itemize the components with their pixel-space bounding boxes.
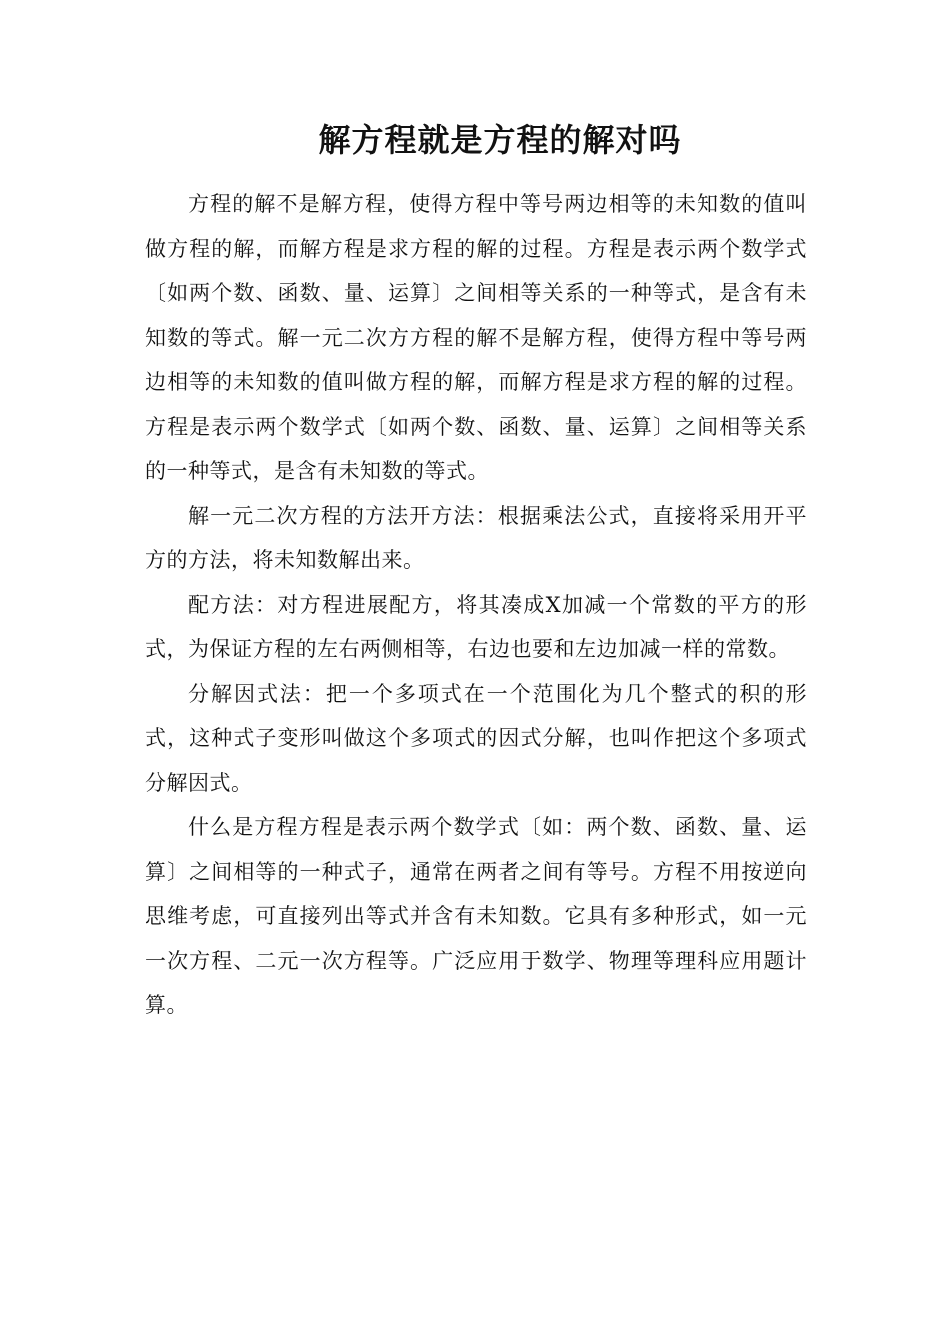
paragraph-1: 方程的解不是解方程，使得方程中等号两边相等的未知数的值叫做方程的解，而解方程是求方程的解的过程。方程是表示两个数学式〔如两个数、函数、量、运算〕之间相等关系的一种等式，是含有未知数的等式。解一元二次方方程的解不是解方程，使得方程中等号两边相等的未知数的值叫做方程的解，而解方程是求方程的解的过程。方程是表示两个数学式〔如两个数、函数、量、运算〕之间相等关系的一种等式，是含有未知数的等式。: [145, 192, 807, 483]
paragraph-5: 什么是方程方程是表示两个数学式〔如：两个数、函数、量、运算〕之间相等的一种式子，通常在两者之间有等号。方程不用按逆向思维考虑，可直接列出等式并含有未知数。它具有多种形式，如一元一次方程、二元一次方程等。广泛应用于数学、物理等理科应用题计算。: [145, 815, 807, 1017]
document-body: [145, 182, 807, 1028]
paragraph-4: 分解因式法：把一个多项式在一个范围化为几个整式的积的形式，这种式子变形叫做这个多项式的因式分解，也叫作把这个多项式分解因式。: [145, 681, 807, 795]
paragraph-3: 配方法：对方程进展配方，将其凑成X加减一个常数的平方的形式，为保证方程的左右两侧相等，右边也要和左边加减一样的常数。: [145, 592, 807, 661]
paragraph-2: 解一元二次方程的方法开方法：根据乘法公式，直接将采用开平方的方法，将未知数解出来。: [145, 503, 807, 572]
document-title: 解方程就是方程的解对吗: [318, 121, 682, 159]
